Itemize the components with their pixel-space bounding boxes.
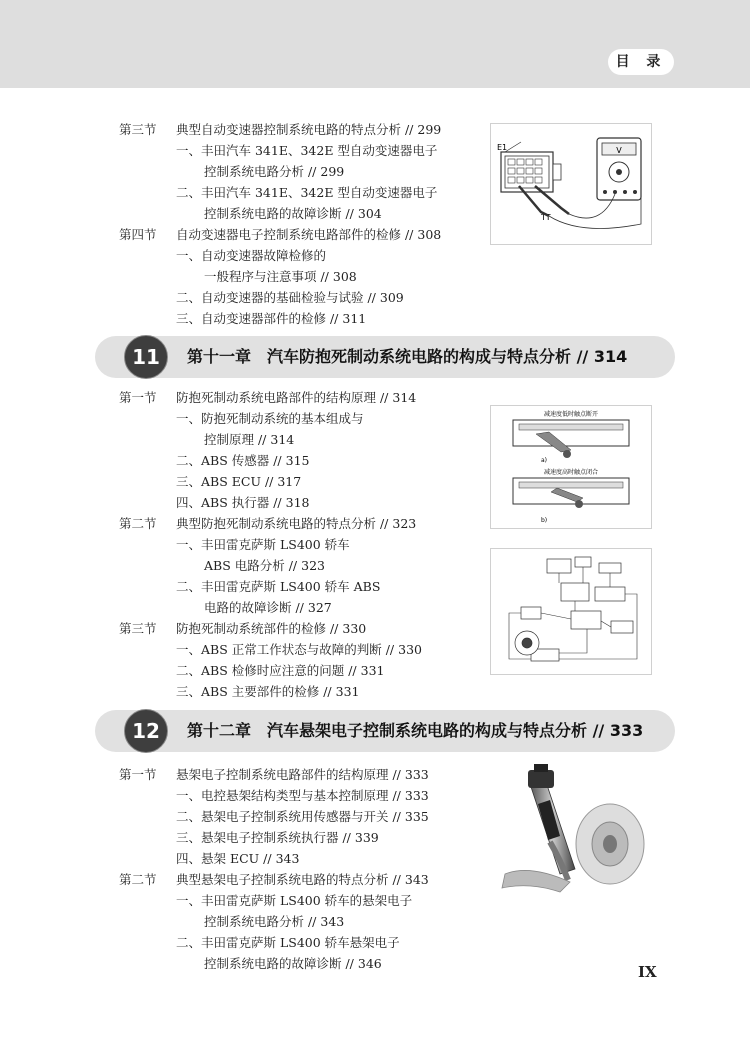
toc-chapter-12	[119, 764, 429, 974]
suspension-strut-image	[490, 764, 650, 899]
svg-text:a): a)	[541, 457, 548, 464]
toc-entry[interactable]: 二、丰田雷克萨斯 LS400 轿车 ABS	[176, 579, 381, 594]
toc-entry-cont[interactable]: 控制系统电路的故障诊断 // 304	[204, 206, 382, 221]
section-heading[interactable]: 第三节 典型自动变速器控制系统电路的特点分析 // 299	[119, 122, 442, 137]
section-heading[interactable]: 第一节 悬架电子控制系统电路部件的结构原理 // 333	[119, 767, 429, 782]
toc-entry[interactable]: 二、ABS 检修时应注意的问题 // 331	[176, 663, 385, 678]
section-heading[interactable]: 第四节 自动变速器电子控制系统电路部件的检修 // 308	[119, 227, 442, 242]
toc-entry[interactable]: 三、悬架电子控制系统执行器 // 339	[176, 830, 379, 845]
abs-hydraulic-diagram	[491, 549, 651, 674]
deceleration-sensor-diagram	[491, 406, 651, 528]
svg-text:V: V	[616, 146, 622, 155]
toc-entry-cont[interactable]: 控制系统电路分析 // 299	[204, 164, 345, 179]
svg-text:减速度高时触点闭合: 减速度高时触点闭合	[543, 469, 599, 476]
toc-entry[interactable]: 二、丰田汽车 341E、342E 型自动变速器电子	[176, 185, 438, 200]
toc-entry[interactable]: 二、悬架电子控制系统用传感器与开关 // 335	[176, 809, 429, 824]
toc-entry-cont[interactable]: 一般程序与注意事项 // 308	[204, 269, 357, 284]
figure-deceleration-sensor	[490, 405, 652, 529]
section-heading[interactable]: 第二节 典型防抱死制动系统电路的特点分析 // 323	[119, 516, 417, 531]
section-heading[interactable]: 第二节 典型悬架电子控制系统电路的特点分析 // 343	[119, 872, 429, 887]
toc-entry[interactable]: 一、电控悬架结构类型与基本控制原理 // 333	[176, 788, 429, 803]
toc-chapter-11	[119, 387, 422, 702]
toc-entry[interactable]: 四、ABS 执行器 // 318	[176, 495, 310, 510]
figure-abs-hydraulic	[490, 548, 652, 675]
toc-entry[interactable]: 三、ABS 主要部件的检修 // 331	[176, 684, 360, 699]
svg-text:b): b)	[541, 517, 548, 524]
toc-entry[interactable]: 一、丰田雷克萨斯 LS400 轿车的悬架电子	[176, 893, 413, 908]
toc-top	[119, 119, 441, 329]
label-e1: E1	[497, 143, 508, 152]
toc-entry[interactable]: 三、ABS ECU // 317	[176, 474, 302, 489]
label-tt: TT	[541, 213, 551, 222]
page-number: IX	[638, 963, 657, 981]
toc-entry[interactable]: 二、自动变速器的基础检验与试验 // 309	[176, 290, 404, 305]
toc-entry-cont[interactable]: 控制系统电路分析 // 343	[204, 914, 345, 929]
chapter-number-badge: 12	[124, 709, 168, 753]
toc-entry[interactable]: 二、丰田雷克萨斯 LS400 轿车悬架电子	[176, 935, 400, 950]
toc-entry[interactable]: 一、ABS 正常工作状态与故障的判断 // 330	[176, 642, 422, 657]
toc-entry[interactable]: 四、悬架 ECU // 343	[176, 851, 300, 866]
toc-entry-cont[interactable]: 控制原理 // 314	[204, 432, 295, 447]
section-heading[interactable]: 第三节 防抱死制动系统部件的检修 // 330	[119, 621, 367, 636]
chapter-title: 第十一章 汽车防抱死制动系统电路的构成与特点分析 // 314	[187, 347, 628, 366]
toc-entry[interactable]: 二、ABS 传感器 // 315	[176, 453, 310, 468]
toc-entry-cont[interactable]: 电路的故障诊断 // 327	[204, 600, 332, 615]
chapter-title: 第十二章 汽车悬架电子控制系统电路的构成与特点分析 // 333	[187, 721, 644, 740]
figure-suspension-strut	[490, 764, 650, 899]
multimeter-diagram	[491, 124, 651, 244]
chapter-number-badge: 11	[124, 335, 168, 379]
toc-entry-cont[interactable]: ABS 电路分析 // 323	[204, 558, 325, 573]
toc-entry[interactable]: 一、自动变速器故障检修的	[176, 248, 327, 263]
section-heading[interactable]: 第一节 防抱死制动系统电路部件的结构原理 // 314	[119, 390, 417, 405]
toc-entry[interactable]: 一、丰田汽车 341E、342E 型自动变速器电子	[176, 143, 438, 158]
contents-label: 目 录	[608, 49, 674, 75]
toc-entry-cont[interactable]: 控制系统电路的故障诊断 // 346	[204, 956, 382, 971]
toc-entry[interactable]: 一、丰田雷克萨斯 LS400 轿车	[176, 537, 350, 552]
chapter-11-banner[interactable]	[95, 336, 675, 378]
svg-text:减速度低时触点断开: 减速度低时触点断开	[543, 411, 599, 418]
figure-multimeter	[490, 123, 652, 245]
toc-entry[interactable]: 一、防抱死制动系统的基本组成与	[176, 411, 364, 426]
chapter-12-banner[interactable]	[95, 710, 675, 752]
toc-entry[interactable]: 三、自动变速器部件的检修 // 311	[176, 311, 367, 326]
